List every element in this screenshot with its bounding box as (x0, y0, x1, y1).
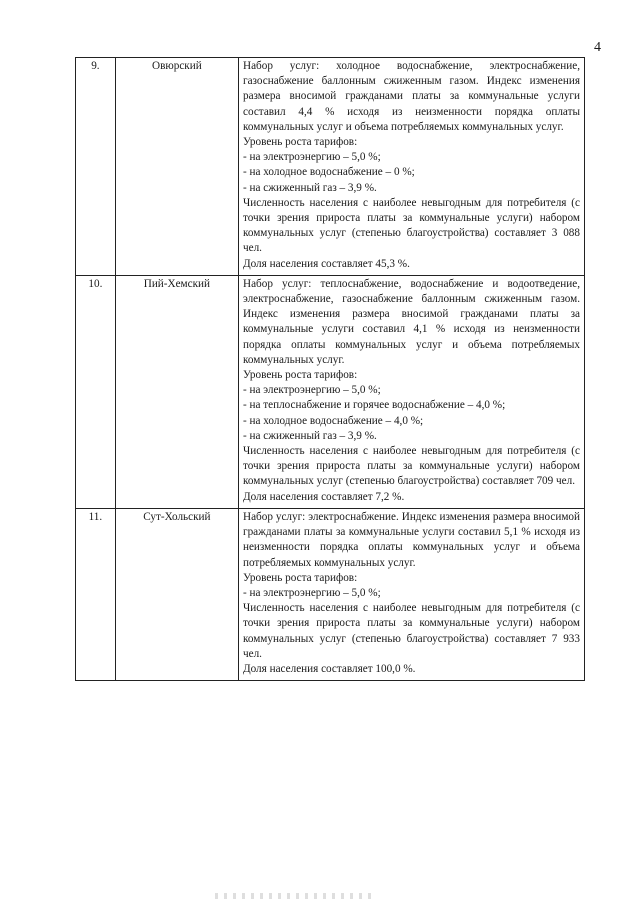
description-line: Набор услуг: электроснабжение. Индекс изменения размера вносимой гражданами платы за коммунальные услуги составил 5,1 % исходя из неизменности порядка оплаты коммунальных услуг и объема потребляемых коммунальных услуг. (242, 510, 580, 569)
district-name: Пий-Хемский (115, 275, 238, 508)
description-line: - на теплоснабжение и горячее водоснабжение – 4,0 %; (242, 399, 506, 412)
description-line: - на холодное водоснабжение – 4,0 %; (242, 414, 424, 427)
tariff-table-body (76, 58, 585, 681)
services-description (238, 58, 584, 276)
description-line: Набор услуг: теплоснабжение, водоснабжение и водоотведение, электроснабжение, газоснабжение баллонным сжиженным газом. Индекс изменения размера вносимой гражданами платы за коммунальные услуги составил 4,1 % исходя из неизменности порядка оплаты коммунальных услуг и объема потребляемых коммунальных услуг. (242, 277, 580, 366)
row-number: 11. (76, 508, 116, 680)
description-line: Доля населения составляет 100,0 %. (242, 662, 416, 675)
district-name: Сут-Хольский (115, 508, 238, 680)
row-number: 10. (76, 275, 116, 508)
services-description (238, 508, 584, 680)
tariff-table (75, 57, 585, 681)
description-line: - на электроэнергию – 5,0 %; (242, 151, 381, 164)
description-line: Уровень роста тарифов: (242, 136, 358, 149)
description-line: Численность населения с наиболее невыгодным для потребителя (с точки зрения прироста платы за коммунальные услуги) набором коммунальных услуг (степенью благоустройства) составляет 7 933 чел. (242, 602, 580, 660)
table-row (76, 275, 585, 508)
page-number: 4 (594, 40, 601, 55)
row-number: 9. (76, 58, 116, 276)
description-line: Уровень роста тарифов: (242, 369, 358, 382)
description-line: - на сжиженный газ – 3,9 %. (242, 181, 377, 194)
description-line: Набор услуг: холодное водоснабжение, электроснабжение, газоснабжение баллонным сжиженным газом. Индекс изменения размера вносимой гражданами платы за коммунальные услуги составил 4,4 % исходя из неизменности порядка оплаты коммунальных услуг и объема потребляемых коммунальных услуг. (242, 60, 580, 133)
description-line: Доля населения составляет 7,2 %. (242, 490, 405, 503)
services-description (238, 275, 584, 508)
table-row (76, 58, 585, 276)
district-name: Овюрский (115, 58, 238, 276)
description-line: Уровень роста тарифов: (242, 571, 358, 584)
description-line: - на электроэнергию – 5,0 %; (242, 384, 381, 397)
description-line: Численность населения с наиболее невыгодным для потребителя (с точки зрения прироста платы за коммунальные услуги) набором коммунальных услуг (степенью благоустройства) составляет 3 088 чел. (242, 196, 580, 255)
description-line: Доля населения составляет 45,3 %. (242, 257, 410, 270)
description-line: - на сжиженный газ – 3,9 %. (242, 429, 377, 442)
description-line: - на электроэнергию – 5,0 %; (242, 586, 381, 599)
table-row (76, 508, 585, 680)
description-line: Численность населения с наиболее невыгодным для потребителя (с точки зрения прироста платы за коммунальные услуги) набором коммунальных услуг (степенью благоустройства) составляет 709 чел. (242, 445, 580, 488)
description-line: - на холодное водоснабжение – 0 %; (242, 166, 415, 179)
scan-artifact (215, 893, 375, 899)
